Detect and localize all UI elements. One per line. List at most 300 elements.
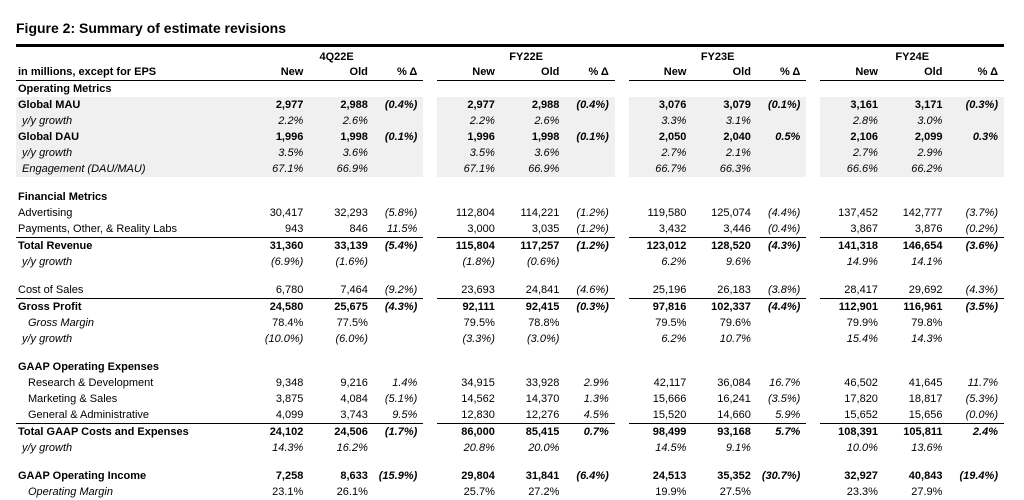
row-label bbox=[16, 347, 250, 359]
column-gap bbox=[806, 359, 820, 375]
pct-change-cell bbox=[371, 331, 423, 347]
pct-change-cell: (19.4%) bbox=[945, 468, 1004, 484]
old-value-cell: 92,415 bbox=[498, 299, 563, 316]
column-gap bbox=[423, 468, 437, 484]
new-value-cell: 86,000 bbox=[437, 424, 497, 441]
column-gap bbox=[423, 205, 437, 221]
pct-change-cell: (6.4%) bbox=[562, 468, 614, 484]
new-value-cell: 3.3% bbox=[629, 113, 689, 129]
row-label: Advertising bbox=[16, 205, 250, 221]
pct-change-cell: (4.6%) bbox=[562, 282, 614, 299]
col-new: New bbox=[820, 64, 880, 81]
column-gap bbox=[423, 440, 437, 456]
column-gap bbox=[615, 391, 629, 407]
column-gap bbox=[806, 375, 820, 391]
col-new: New bbox=[629, 64, 689, 81]
new-value-cell bbox=[820, 177, 880, 189]
new-value-cell: 42,117 bbox=[629, 375, 689, 391]
pct-change-cell bbox=[945, 254, 1004, 270]
pct-change-cell bbox=[371, 359, 423, 375]
pct-change-cell bbox=[562, 145, 614, 161]
old-value-cell bbox=[498, 359, 563, 375]
pct-change-cell bbox=[945, 161, 1004, 177]
row-label bbox=[16, 456, 250, 468]
pct-change-cell: 2.9% bbox=[562, 375, 614, 391]
new-value-cell: 119,580 bbox=[629, 205, 689, 221]
column-gap bbox=[806, 468, 820, 484]
new-value-cell: 9,348 bbox=[250, 375, 306, 391]
new-value-cell bbox=[629, 347, 689, 359]
new-value-cell bbox=[250, 456, 306, 468]
old-value-cell: 27.2% bbox=[498, 484, 563, 500]
new-value-cell: 137,452 bbox=[820, 205, 880, 221]
new-value-cell: 14.9% bbox=[820, 254, 880, 270]
table-row bbox=[16, 221, 1004, 238]
new-value-cell bbox=[820, 347, 880, 359]
old-value-cell: 2,988 bbox=[306, 97, 371, 113]
period-header-row bbox=[16, 50, 1004, 64]
old-value-cell bbox=[881, 359, 946, 375]
old-value-cell: 142,777 bbox=[881, 205, 946, 221]
column-gap bbox=[615, 315, 629, 331]
pct-change-cell bbox=[754, 440, 806, 456]
row-label: Global DAU bbox=[16, 129, 250, 145]
pct-change-cell bbox=[945, 347, 1004, 359]
column-gap bbox=[615, 299, 629, 316]
pct-change-cell: (5.8%) bbox=[371, 205, 423, 221]
col-old: Old bbox=[498, 64, 563, 81]
old-value-cell bbox=[881, 177, 946, 189]
old-value-cell: 77.5% bbox=[306, 315, 371, 331]
pct-change-cell: (0.4%) bbox=[371, 97, 423, 113]
old-value-cell: 29,692 bbox=[881, 282, 946, 299]
old-value-cell bbox=[881, 456, 946, 468]
column-gap bbox=[806, 113, 820, 129]
old-value-cell bbox=[498, 270, 563, 282]
column-gap bbox=[806, 407, 820, 424]
title-rule bbox=[16, 44, 1004, 47]
pct-change-cell bbox=[754, 81, 806, 98]
old-value-cell: 9.1% bbox=[689, 440, 754, 456]
old-value-cell: (1.6%) bbox=[306, 254, 371, 270]
pct-change-cell: (0.1%) bbox=[371, 129, 423, 145]
old-value-cell: 36,084 bbox=[689, 375, 754, 391]
old-value-cell: 9,216 bbox=[306, 375, 371, 391]
column-gap bbox=[615, 254, 629, 270]
old-value-cell: 3.0% bbox=[881, 113, 946, 129]
section-header-row bbox=[16, 189, 1004, 205]
pct-change-cell bbox=[371, 254, 423, 270]
old-value-cell: 117,257 bbox=[498, 238, 563, 255]
new-value-cell: 23.3% bbox=[820, 484, 880, 500]
old-value-cell: 16.2% bbox=[306, 440, 371, 456]
new-value-cell: 115,804 bbox=[437, 238, 497, 255]
new-value-cell: 28,417 bbox=[820, 282, 880, 299]
period-header: FY22E bbox=[437, 50, 614, 64]
figure-title: Figure 2: Summary of estimate revisions bbox=[16, 20, 286, 36]
old-value-cell: 1,998 bbox=[306, 129, 371, 145]
col-pct: % Δ bbox=[754, 64, 806, 81]
pct-change-cell: (4.3%) bbox=[371, 299, 423, 316]
old-value-cell: 2,040 bbox=[689, 129, 754, 145]
pct-change-cell bbox=[754, 484, 806, 500]
new-value-cell bbox=[437, 177, 497, 189]
table-row bbox=[16, 129, 1004, 145]
pct-change-cell bbox=[562, 315, 614, 331]
old-value-cell bbox=[881, 347, 946, 359]
old-value-cell: 1,998 bbox=[498, 129, 563, 145]
column-gap bbox=[615, 113, 629, 129]
old-value-cell: 31,841 bbox=[498, 468, 563, 484]
new-value-cell bbox=[629, 456, 689, 468]
row-label: Cost of Sales bbox=[16, 282, 250, 299]
column-gap bbox=[615, 189, 629, 205]
pct-change-cell bbox=[754, 254, 806, 270]
new-value-cell: 123,012 bbox=[629, 238, 689, 255]
table-row bbox=[16, 97, 1004, 113]
old-value-cell: 16,241 bbox=[689, 391, 754, 407]
pct-change-cell: (5.1%) bbox=[371, 391, 423, 407]
old-value-cell bbox=[306, 189, 371, 205]
table-row bbox=[16, 205, 1004, 221]
table-row bbox=[16, 254, 1004, 270]
old-value-cell bbox=[689, 81, 754, 98]
new-value-cell: 6,780 bbox=[250, 282, 306, 299]
row-label: Gross Margin bbox=[16, 315, 250, 331]
old-value-cell: 78.8% bbox=[498, 315, 563, 331]
old-value-cell: 24,841 bbox=[498, 282, 563, 299]
new-value-cell: 29,804 bbox=[437, 468, 497, 484]
column-gap bbox=[806, 347, 820, 359]
old-value-cell: 15,656 bbox=[881, 407, 946, 424]
old-value-cell: 146,654 bbox=[881, 238, 946, 255]
column-gap bbox=[423, 97, 437, 113]
old-value-cell: 846 bbox=[306, 221, 371, 238]
old-value-cell: 26,183 bbox=[689, 282, 754, 299]
old-value-cell: 2,988 bbox=[498, 97, 563, 113]
new-value-cell: 112,804 bbox=[437, 205, 497, 221]
pct-change-cell: 11.5% bbox=[371, 221, 423, 238]
column-gap bbox=[806, 315, 820, 331]
pct-change-cell bbox=[945, 189, 1004, 205]
old-value-cell: 114,221 bbox=[498, 205, 563, 221]
pct-change-cell: (4.3%) bbox=[945, 282, 1004, 299]
table-row bbox=[16, 315, 1004, 331]
new-value-cell: 6.2% bbox=[629, 254, 689, 270]
row-label: y/y growth bbox=[16, 113, 250, 129]
pct-change-cell: (5.3%) bbox=[945, 391, 1004, 407]
new-value-cell: 10.0% bbox=[820, 440, 880, 456]
table-row bbox=[16, 391, 1004, 407]
new-value-cell: 3,000 bbox=[437, 221, 497, 238]
old-value-cell bbox=[689, 347, 754, 359]
pct-change-cell: (0.1%) bbox=[562, 129, 614, 145]
old-value-cell: 10.7% bbox=[689, 331, 754, 347]
new-value-cell: 20.8% bbox=[437, 440, 497, 456]
period-header: FY23E bbox=[629, 50, 806, 64]
row-label: Financial Metrics bbox=[16, 189, 250, 205]
col-old: Old bbox=[881, 64, 946, 81]
new-value-cell: 2.2% bbox=[437, 113, 497, 129]
pct-change-cell: (4.3%) bbox=[754, 238, 806, 255]
pct-change-cell bbox=[945, 315, 1004, 331]
pct-change-cell bbox=[945, 359, 1004, 375]
new-value-cell bbox=[250, 81, 306, 98]
pct-change-cell: (0.4%) bbox=[562, 97, 614, 113]
old-value-cell: 3.1% bbox=[689, 113, 754, 129]
column-gap bbox=[423, 331, 437, 347]
pct-change-cell bbox=[562, 81, 614, 98]
new-value-cell: 14.3% bbox=[250, 440, 306, 456]
pct-change-cell bbox=[371, 81, 423, 98]
old-value-cell bbox=[498, 81, 563, 98]
pct-change-cell bbox=[562, 359, 614, 375]
section-header-row bbox=[16, 81, 1004, 98]
column-gap bbox=[423, 161, 437, 177]
new-value-cell: 25,196 bbox=[629, 282, 689, 299]
pct-change-cell bbox=[754, 347, 806, 359]
row-label: Engagement (DAU/MAU) bbox=[16, 161, 250, 177]
new-value-cell: 2.7% bbox=[629, 145, 689, 161]
column-gap bbox=[423, 270, 437, 282]
pct-change-cell bbox=[754, 270, 806, 282]
table-row bbox=[16, 282, 1004, 299]
new-value-cell bbox=[820, 270, 880, 282]
new-value-cell: 2.8% bbox=[820, 113, 880, 129]
column-gap bbox=[423, 221, 437, 238]
new-value-cell: 15.4% bbox=[820, 331, 880, 347]
new-value-cell: 34,915 bbox=[437, 375, 497, 391]
old-value-cell: 18,817 bbox=[881, 391, 946, 407]
new-value-cell: 2,977 bbox=[437, 97, 497, 113]
old-value-cell: 66.3% bbox=[689, 161, 754, 177]
period-header: FY24E bbox=[820, 50, 1004, 64]
pct-change-cell: (5.4%) bbox=[371, 238, 423, 255]
section-header-row bbox=[16, 359, 1004, 375]
column-gap bbox=[423, 177, 437, 189]
column-gap bbox=[423, 254, 437, 270]
column-gap bbox=[423, 145, 437, 161]
old-value-cell: 26.1% bbox=[306, 484, 371, 500]
table-row bbox=[16, 238, 1004, 255]
new-value-cell bbox=[250, 189, 306, 205]
old-value-cell bbox=[306, 177, 371, 189]
pct-change-cell: (1.2%) bbox=[562, 221, 614, 238]
pct-change-cell bbox=[562, 456, 614, 468]
col-new: New bbox=[437, 64, 497, 81]
pct-change-cell bbox=[562, 254, 614, 270]
spacer-row bbox=[16, 270, 1004, 282]
pct-change-cell: 16.7% bbox=[754, 375, 806, 391]
new-value-cell: (6.9%) bbox=[250, 254, 306, 270]
column-gap bbox=[615, 347, 629, 359]
old-value-cell: 14.3% bbox=[881, 331, 946, 347]
column-gap bbox=[806, 270, 820, 282]
table-row bbox=[16, 299, 1004, 316]
column-gap bbox=[806, 282, 820, 299]
col-old: Old bbox=[306, 64, 371, 81]
pct-change-cell: (1.7%) bbox=[371, 424, 423, 441]
column-gap bbox=[615, 424, 629, 441]
row-label: y/y growth bbox=[16, 440, 250, 456]
new-value-cell: 7,258 bbox=[250, 468, 306, 484]
table-row bbox=[16, 331, 1004, 347]
new-value-cell: 97,816 bbox=[629, 299, 689, 316]
old-value-cell bbox=[498, 189, 563, 205]
old-value-cell: 3,446 bbox=[689, 221, 754, 238]
new-value-cell bbox=[629, 189, 689, 205]
pct-change-cell: 0.5% bbox=[754, 129, 806, 145]
old-value-cell: 14,370 bbox=[498, 391, 563, 407]
pct-change-cell bbox=[371, 177, 423, 189]
new-value-cell bbox=[437, 359, 497, 375]
old-value-cell: 66.9% bbox=[306, 161, 371, 177]
col-pct: % Δ bbox=[562, 64, 614, 81]
pct-change-cell bbox=[754, 177, 806, 189]
old-value-cell: 66.9% bbox=[498, 161, 563, 177]
pct-change-cell: 9.5% bbox=[371, 407, 423, 424]
pct-change-cell: 0.7% bbox=[562, 424, 614, 441]
column-gap bbox=[615, 468, 629, 484]
column-gap bbox=[806, 145, 820, 161]
row-label bbox=[16, 270, 250, 282]
new-value-cell: 3.5% bbox=[437, 145, 497, 161]
pct-change-cell bbox=[945, 331, 1004, 347]
pct-change-cell: (4.4%) bbox=[754, 299, 806, 316]
new-value-cell: 15,652 bbox=[820, 407, 880, 424]
new-value-cell: 2,106 bbox=[820, 129, 880, 145]
pct-change-cell bbox=[371, 113, 423, 129]
column-gap bbox=[423, 81, 437, 98]
pct-change-cell bbox=[754, 189, 806, 205]
old-value-cell bbox=[689, 456, 754, 468]
col-old: Old bbox=[689, 64, 754, 81]
column-gap bbox=[806, 456, 820, 468]
pct-change-cell bbox=[371, 315, 423, 331]
new-value-cell: 24,102 bbox=[250, 424, 306, 441]
old-value-cell bbox=[306, 456, 371, 468]
new-value-cell: 23,693 bbox=[437, 282, 497, 299]
pct-change-cell: (0.0%) bbox=[945, 407, 1004, 424]
pct-change-cell: 5.7% bbox=[754, 424, 806, 441]
new-value-cell: (1.8%) bbox=[437, 254, 497, 270]
old-value-cell: 128,520 bbox=[689, 238, 754, 255]
old-value-cell: 35,352 bbox=[689, 468, 754, 484]
new-value-cell: (3.3%) bbox=[437, 331, 497, 347]
old-value-cell: 4,084 bbox=[306, 391, 371, 407]
pct-change-cell bbox=[562, 484, 614, 500]
new-value-cell: 79.9% bbox=[820, 315, 880, 331]
new-value-cell: 1,996 bbox=[437, 129, 497, 145]
row-label: y/y growth bbox=[16, 145, 250, 161]
old-value-cell: 105,811 bbox=[881, 424, 946, 441]
old-value-cell bbox=[498, 456, 563, 468]
new-value-cell bbox=[820, 359, 880, 375]
pct-change-cell bbox=[371, 145, 423, 161]
row-label: Global MAU bbox=[16, 97, 250, 113]
column-gap bbox=[615, 161, 629, 177]
new-value-cell: 23.1% bbox=[250, 484, 306, 500]
row-label bbox=[16, 177, 250, 189]
old-value-cell: 79.6% bbox=[689, 315, 754, 331]
column-gap bbox=[806, 331, 820, 347]
pct-change-cell: (3.5%) bbox=[945, 299, 1004, 316]
old-value-cell: 3,079 bbox=[689, 97, 754, 113]
column-gap bbox=[806, 440, 820, 456]
old-value-cell: 2.6% bbox=[498, 113, 563, 129]
old-value-cell: 33,139 bbox=[306, 238, 371, 255]
column-gap bbox=[615, 359, 629, 375]
column-gap bbox=[806, 97, 820, 113]
pct-change-cell: (3.7%) bbox=[945, 205, 1004, 221]
old-value-cell: 3.6% bbox=[498, 145, 563, 161]
column-gap bbox=[806, 484, 820, 500]
old-value-cell bbox=[881, 270, 946, 282]
column-gap bbox=[615, 331, 629, 347]
row-label: Operating Metrics bbox=[16, 81, 250, 98]
pct-change-cell bbox=[945, 145, 1004, 161]
old-value-cell: 66.2% bbox=[881, 161, 946, 177]
pct-change-cell bbox=[754, 315, 806, 331]
column-gap bbox=[806, 129, 820, 145]
old-value-cell: (6.0%) bbox=[306, 331, 371, 347]
pct-change-cell bbox=[562, 113, 614, 129]
column-gap bbox=[615, 238, 629, 255]
col-pct: % Δ bbox=[371, 64, 423, 81]
new-value-cell: 79.5% bbox=[629, 315, 689, 331]
row-label: GAAP Operating Expenses bbox=[16, 359, 250, 375]
pct-change-cell: 5.9% bbox=[754, 407, 806, 424]
column-gap bbox=[615, 484, 629, 500]
old-value-cell bbox=[306, 347, 371, 359]
new-value-cell: 6.2% bbox=[629, 331, 689, 347]
column-gap bbox=[423, 189, 437, 205]
old-value-cell: 27.9% bbox=[881, 484, 946, 500]
old-value-cell: (0.6%) bbox=[498, 254, 563, 270]
pct-change-cell: 1.3% bbox=[562, 391, 614, 407]
column-gap bbox=[615, 129, 629, 145]
new-value-cell: 67.1% bbox=[437, 161, 497, 177]
old-value-cell: 116,961 bbox=[881, 299, 946, 316]
column-gap bbox=[423, 299, 437, 316]
column-gap bbox=[615, 145, 629, 161]
table-row bbox=[16, 375, 1004, 391]
old-value-cell: 14.1% bbox=[881, 254, 946, 270]
pct-change-cell bbox=[945, 456, 1004, 468]
old-value-cell bbox=[306, 81, 371, 98]
column-gap bbox=[615, 97, 629, 113]
column-gap bbox=[615, 456, 629, 468]
new-value-cell: 141,318 bbox=[820, 238, 880, 255]
col-pct: % Δ bbox=[945, 64, 1004, 81]
pct-change-cell bbox=[945, 270, 1004, 282]
old-value-cell: 2.1% bbox=[689, 145, 754, 161]
new-value-cell: 108,391 bbox=[820, 424, 880, 441]
pct-change-cell bbox=[371, 456, 423, 468]
pct-change-cell: (0.3%) bbox=[562, 299, 614, 316]
pct-change-cell: (30.7%) bbox=[754, 468, 806, 484]
new-value-cell: 3.5% bbox=[250, 145, 306, 161]
column-gap bbox=[615, 221, 629, 238]
new-value-cell: (10.0%) bbox=[250, 331, 306, 347]
table-row bbox=[16, 468, 1004, 484]
pct-change-cell bbox=[754, 145, 806, 161]
new-value-cell bbox=[629, 270, 689, 282]
old-value-cell: 2,099 bbox=[881, 129, 946, 145]
old-value-cell bbox=[689, 177, 754, 189]
column-gap bbox=[615, 81, 629, 98]
old-value-cell: 79.8% bbox=[881, 315, 946, 331]
